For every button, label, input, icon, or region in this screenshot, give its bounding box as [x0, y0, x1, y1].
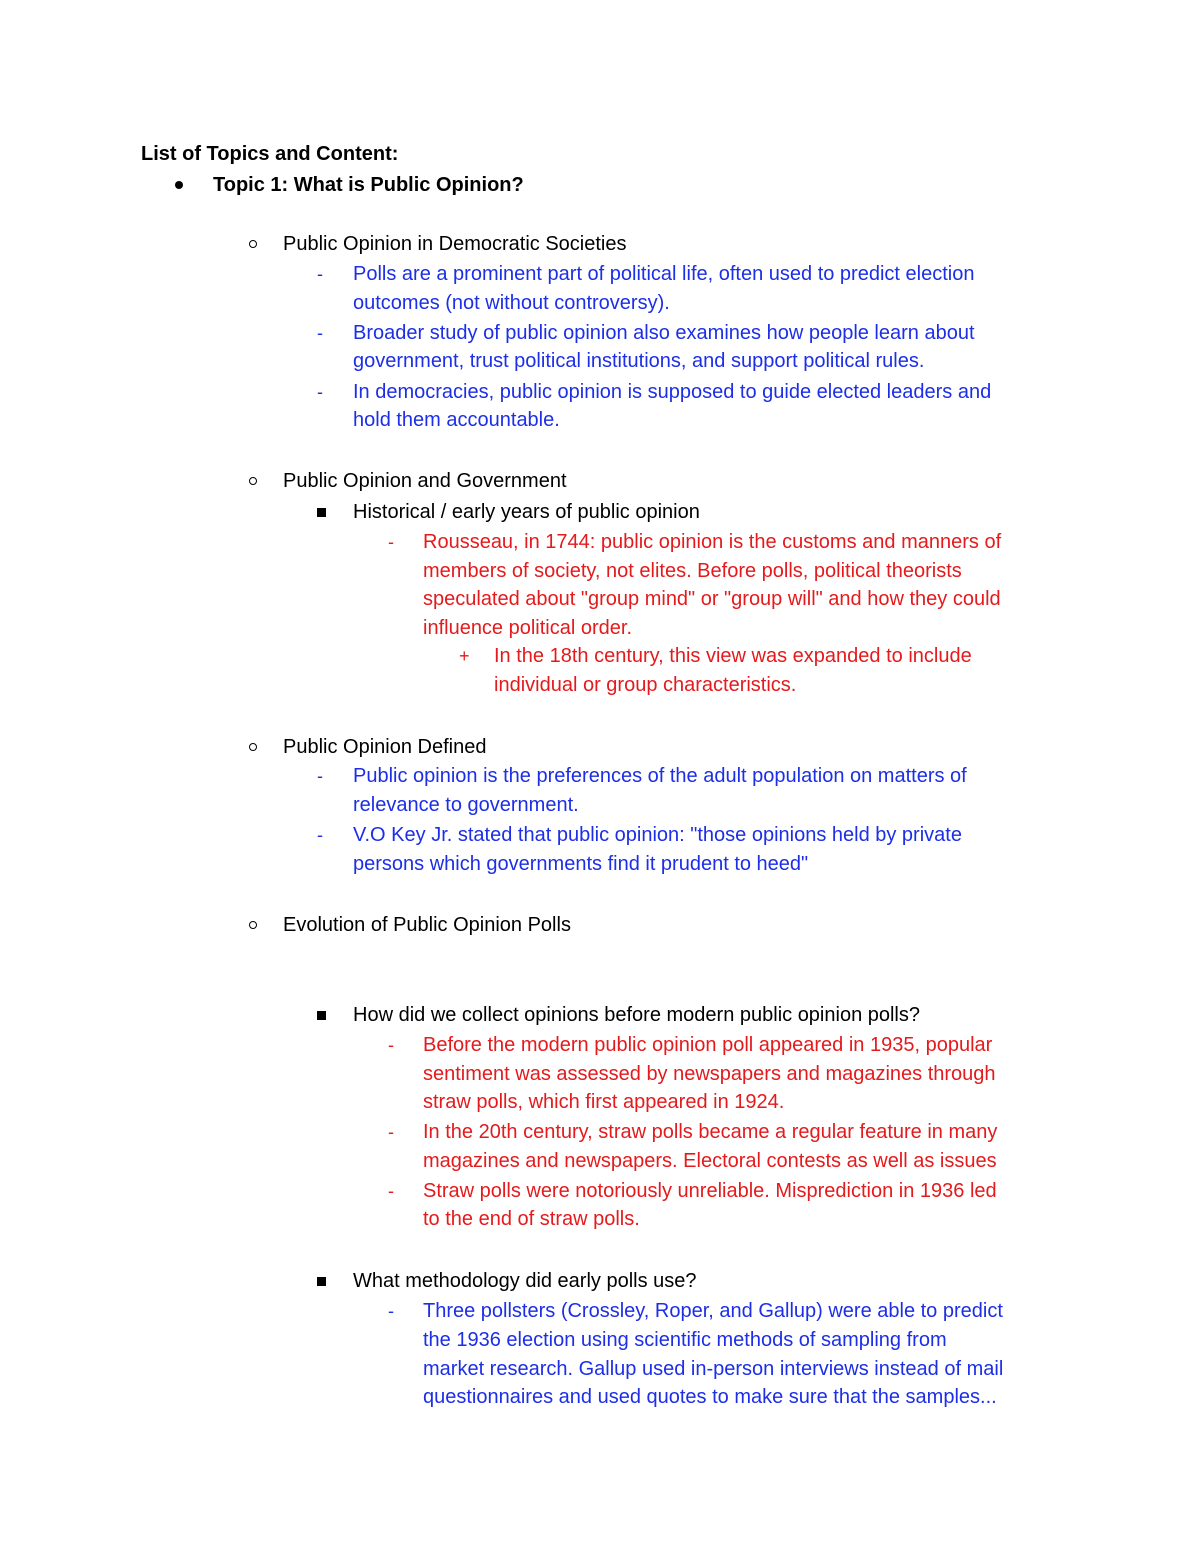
- list-item-line: questionnaires and used quotes to make sure that the samples...: [423, 1386, 997, 1408]
- dash-marker: -: [388, 1122, 394, 1142]
- bullet-circle-icon: [249, 477, 257, 485]
- list-item-line: members of society, not elites. Before polls, political theorists: [423, 560, 962, 582]
- bullet-circle-icon: [249, 240, 257, 248]
- dash-marker: -: [317, 382, 323, 402]
- list-item-line: persons which governments find it prudent to heed": [353, 853, 809, 875]
- list-item-line: the 1936 election using scientific methods of sampling from: [423, 1329, 947, 1351]
- list-item-line: Broader study of public opinion also examines how people learn about: [353, 322, 975, 344]
- list-item-line: speculated about "group mind" or "group will" and how they could: [423, 588, 1001, 610]
- subsection-title: Historical / early years of public opinion: [353, 501, 700, 523]
- section-title: Evolution of Public Opinion Polls: [283, 914, 571, 936]
- bullet-square-icon: [317, 508, 326, 517]
- list-item-line: V.O Key Jr. stated that public opinion: "those opinions held by private: [353, 824, 962, 846]
- list-item-line: sentiment was assessed by newspapers and magazines through: [423, 1063, 996, 1085]
- topic-title: Topic 1: What is Public Opinion?: [213, 174, 524, 196]
- dash-marker: -: [388, 1181, 394, 1201]
- list-item-line: In the 18th century, this view was expanded to include: [494, 645, 972, 667]
- list-item-line: In the 20th century, straw polls became a regular feature in many: [423, 1121, 998, 1143]
- section-title: Public Opinion in Democratic Societies: [283, 233, 627, 255]
- bullet-circle-icon: [249, 743, 257, 751]
- subsection-title: How did we collect opinions before modern public opinion polls?: [353, 1004, 921, 1026]
- list-item-line: to the end of straw polls.: [423, 1208, 640, 1230]
- list-item-line: influence political order.: [423, 617, 633, 639]
- bullet-square-icon: [317, 1011, 326, 1020]
- list-item-line: Three pollsters (Crossley, Roper, and Gallup) were able to predict: [423, 1300, 1003, 1322]
- list-item-line: outcomes (not without controversy).: [353, 292, 670, 314]
- section-title: Public Opinion and Government: [283, 470, 567, 492]
- subsection-title: What methodology did early polls use?: [353, 1270, 697, 1292]
- plus-marker: +: [459, 646, 470, 666]
- list-item-line: government, trust political institutions, and support political rules.: [353, 350, 925, 372]
- dash-marker: -: [317, 766, 323, 786]
- bullet-square-icon: [317, 1277, 326, 1286]
- list-item-line: Rousseau, in 1744: public opinion is the customs and manners of: [423, 531, 1002, 553]
- dash-marker: -: [388, 1035, 394, 1055]
- dash-marker: -: [317, 825, 323, 845]
- bullet-dot-icon: [175, 181, 183, 189]
- list-item-line: Polls are a prominent part of political life, often used to predict election: [353, 263, 975, 285]
- list-item-line: hold them accountable.: [353, 409, 560, 431]
- list-item-line: relevance to government.: [353, 794, 579, 816]
- bullet-circle-icon: [249, 921, 257, 929]
- dash-marker: -: [317, 323, 323, 343]
- list-item-line: Public opinion is the preferences of the adult population on matters of: [353, 765, 967, 787]
- section-title: Public Opinion Defined: [283, 736, 487, 758]
- list-item-line: market research. Gallup used in-person interviews instead of mail: [423, 1358, 1004, 1380]
- dash-marker: -: [317, 264, 323, 284]
- dash-marker: -: [388, 532, 394, 552]
- list-item-line: Before the modern public opinion poll appeared in 1935, popular: [423, 1034, 993, 1056]
- list-item-line: In democracies, public opinion is supposed to guide elected leaders and: [353, 381, 992, 403]
- list-item-line: straw polls, which first appeared in 1924.: [423, 1091, 785, 1113]
- dash-marker: -: [388, 1301, 394, 1321]
- page-heading: List of Topics and Content:: [141, 143, 399, 165]
- list-item-line: Straw polls were notoriously unreliable. Misprediction in 1936 led: [423, 1180, 997, 1202]
- list-item-line: individual or group characteristics.: [494, 674, 797, 696]
- list-item-line: magazines and newspapers. Electoral contests as well as issues: [423, 1150, 997, 1172]
